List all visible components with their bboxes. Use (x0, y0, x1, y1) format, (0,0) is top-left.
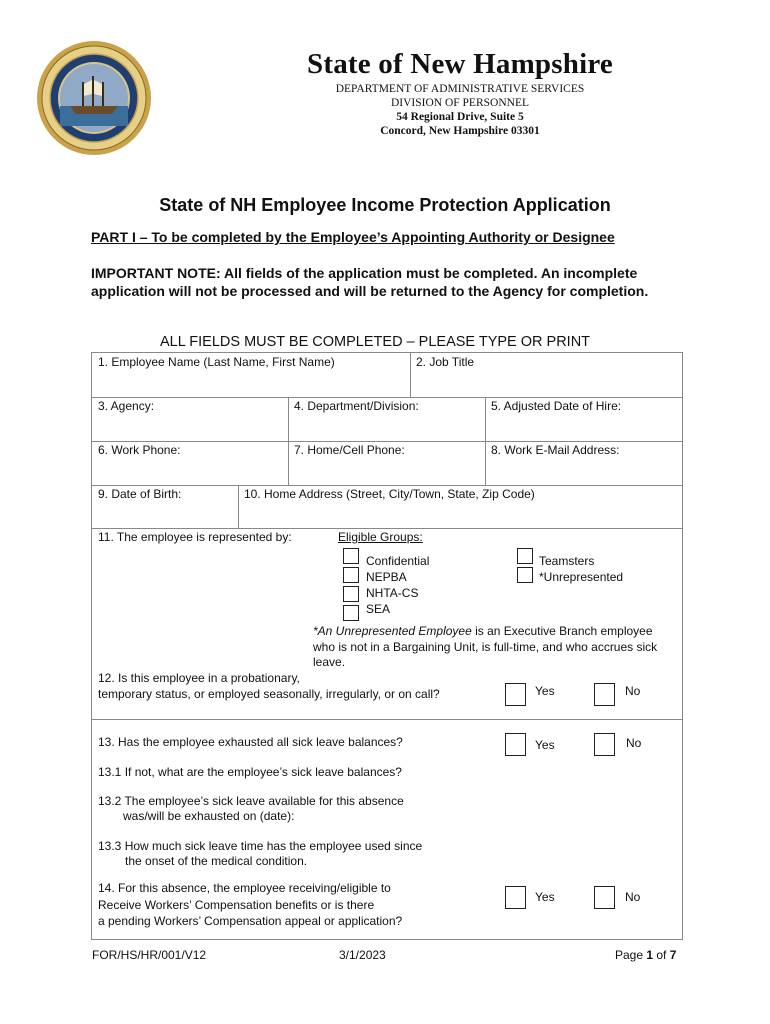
group-nepba-label: NEPBA (366, 570, 407, 584)
field-agency[interactable]: 3. Agency: (98, 399, 155, 413)
field-adjusted-hire-date[interactable]: 5. Adjusted Date of Hire: (491, 399, 622, 413)
group-nhta-cs-label: NHTA-CS (366, 586, 419, 600)
page-title: State of New Hampshire (307, 48, 613, 80)
q12-no-label: No (625, 684, 641, 698)
field-representation-label: 11. The employee is represented by: (98, 530, 292, 544)
all-fields-notice: ALL FIELDS MUST BE COMPLETED – PLEASE TYPE OR PRINT (160, 334, 591, 350)
eligible-groups-heading: Eligible Groups: (338, 530, 423, 544)
question-13-1[interactable]: 13.1 If not, what are the employee’s sick leave balances? (98, 765, 402, 779)
field-job-title[interactable]: 2. Job Title (416, 355, 475, 369)
field-home-address[interactable]: 10. Home Address (Street, City/Town, State, Zip Code) (244, 487, 535, 501)
header-city: Concord, New Hampshire 03301 (380, 125, 540, 137)
checkbox-sea[interactable] (343, 605, 359, 621)
q14-no-checkbox[interactable] (594, 886, 615, 909)
question-13-3-line2: the onset of the medical condition. (125, 854, 308, 868)
unrepresented-footnote: *An Unrepresented Employee is an Executive Branch employee (313, 624, 653, 638)
page-number: Page 1 of 7 (615, 948, 677, 962)
question-12-line2: temporary status, or employed seasonally, irregularly, or on call? (98, 687, 440, 701)
form-title: State of NH Employee Income Protection Application (159, 195, 611, 215)
question-13-2-line1[interactable]: 13.2 The employee’s sick leave available for this absence (98, 794, 404, 808)
q12-yes-label: Yes (535, 684, 555, 698)
form-date: 3/1/2023 (339, 948, 386, 962)
q13-yes-checkbox[interactable] (505, 733, 526, 756)
question-13: 13. Has the employee exhausted all sick leave balances? (98, 735, 403, 749)
header-street: 54 Regional Drive, Suite 5 (396, 111, 524, 123)
field-home-cell-phone[interactable]: 7. Home/Cell Phone: (294, 443, 405, 457)
q14-yes-checkbox[interactable] (505, 886, 526, 909)
q12-yes-checkbox[interactable] (505, 683, 526, 706)
q14-no-label: No (625, 890, 641, 904)
q13-yes-label: Yes (535, 738, 555, 752)
form-code: FOR/HS/HR/001/V12 (92, 948, 207, 962)
question-12-line1: 12. Is this employee in a probationary, (98, 671, 300, 685)
unrepresented-footnote-line3: leave. (313, 655, 346, 669)
unrepresented-footnote-line2: who is not in a Bargaining Unit, is full-time, and who accrues sick (313, 640, 658, 654)
q14-yes-label: Yes (535, 890, 555, 904)
q13-no-checkbox[interactable] (594, 733, 615, 756)
checkbox-nhta-cs[interactable] (343, 586, 359, 602)
field-employee-name[interactable]: 1. Employee Name (Last Name, First Name) (98, 355, 335, 369)
field-date-of-birth[interactable]: 9. Date of Birth: (98, 487, 182, 501)
field-work-phone[interactable]: 6. Work Phone: (98, 443, 181, 457)
question-13-2-line2: was/will be exhausted on (date): (123, 809, 295, 823)
checkbox-confidential[interactable] (343, 548, 359, 564)
part-heading: PART I – To be completed by the Employee’s Appointing Authority or Designee (91, 229, 615, 245)
checkbox-teamsters[interactable] (517, 548, 533, 564)
question-13-3-line1[interactable]: 13.3 How much sick leave time has the employee used since (98, 839, 423, 853)
group-confidential-label: Confidential (366, 554, 430, 568)
important-note: IMPORTANT NOTE: All fields of the application must be completed. An incomplete application will not be processed and will be returned to the Agency for completion. (91, 265, 649, 299)
group-teamsters-label: Teamsters (539, 554, 595, 568)
q13-no-label: No (626, 736, 642, 750)
q12-no-checkbox[interactable] (594, 683, 615, 706)
checkbox-unrepresented[interactable] (517, 567, 533, 583)
header-department: DEPARTMENT OF ADMINISTRATIVE SERVICES (335, 83, 585, 95)
group-unrepresented-label: *Unrepresented (539, 570, 624, 584)
field-work-email[interactable]: 8. Work E-Mail Address: (491, 443, 620, 457)
question-14-line2: Receive Workers’ Compensation benefits or is there (98, 898, 375, 912)
checkbox-nepba[interactable] (343, 567, 359, 583)
header-division: DIVISION OF PERSONNEL (390, 97, 529, 109)
application-form (91, 352, 683, 940)
question-14-line1: 14. For this absence, the employee receiving/eligible to (98, 881, 391, 895)
question-14-line3: a pending Workers’ Compensation appeal or application? (98, 914, 403, 928)
field-department-division[interactable]: 4. Department/Division: (294, 399, 419, 413)
group-sea-label: SEA (366, 602, 391, 616)
